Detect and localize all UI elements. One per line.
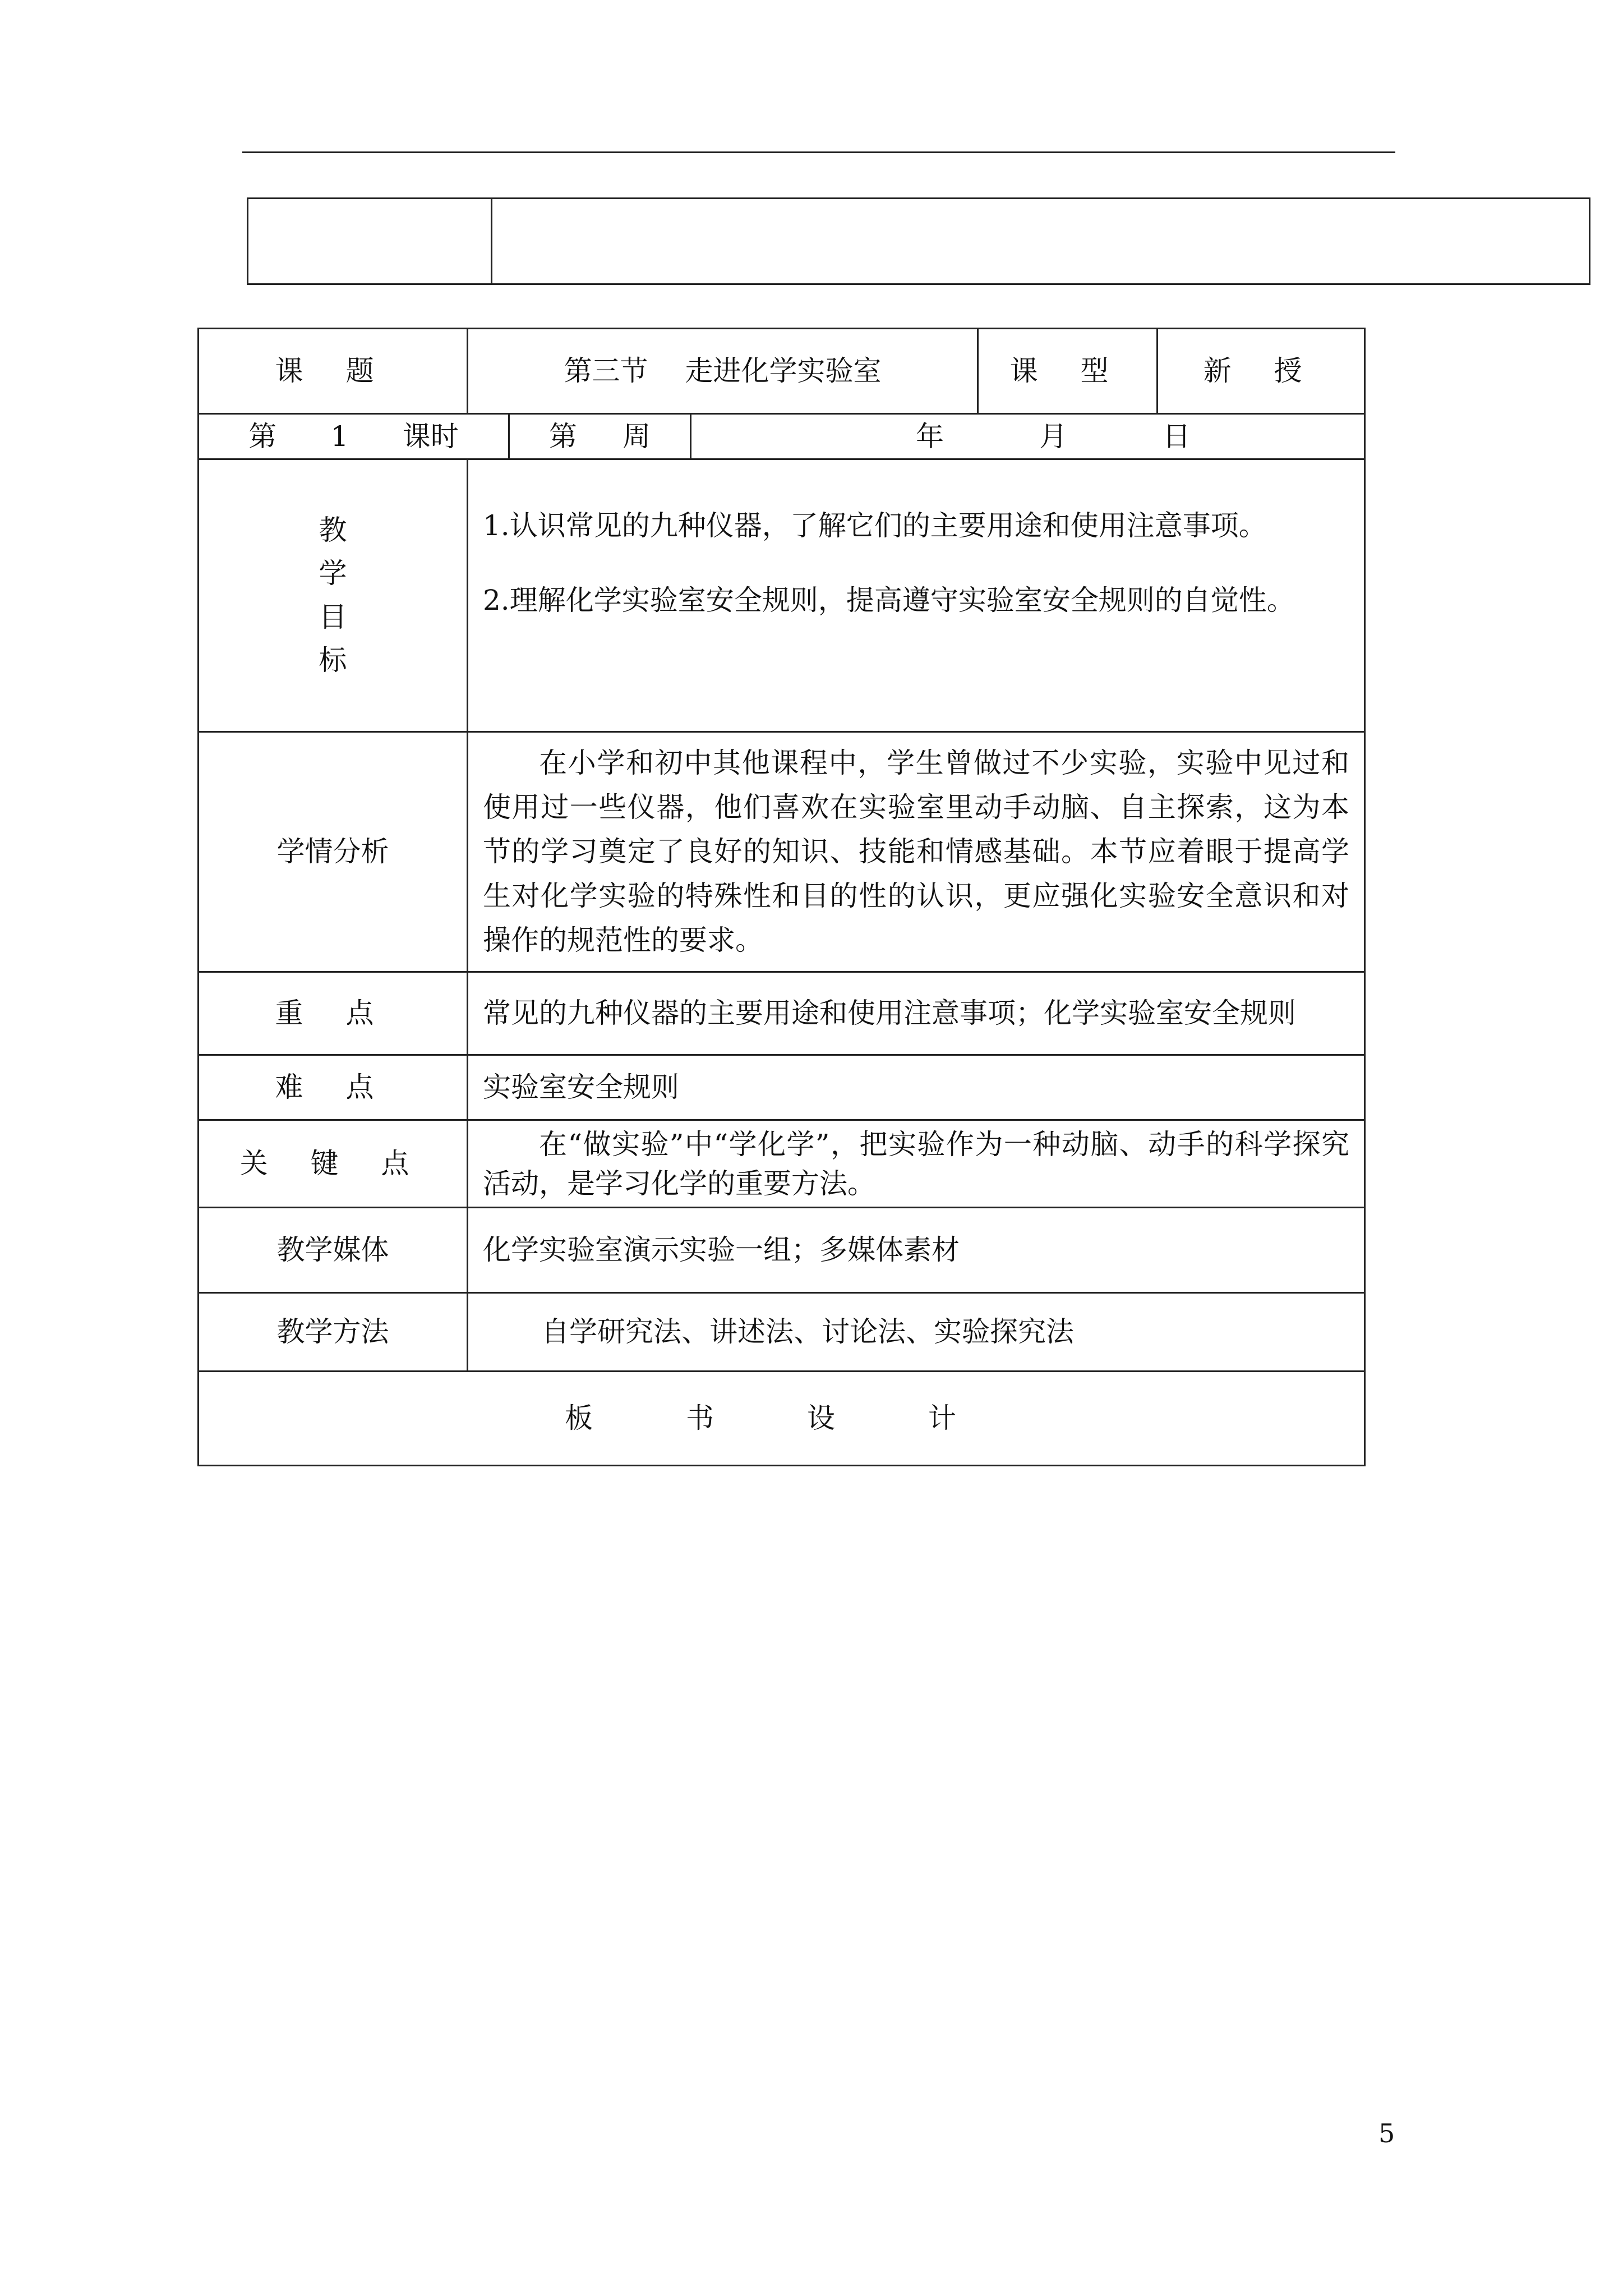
type-value: 新 授 <box>1158 329 1365 414</box>
week-label-1: 第 <box>549 420 577 453</box>
difficulties-content: 实验室安全规则 <box>468 1055 1365 1120</box>
method-row <box>199 1293 1365 1372</box>
media-label: 教学媒体 <box>199 1208 468 1293</box>
critical-text: 在“做实验”中“学化学”，把实验作为一种动脑、动手的科学探究活动，是学习化学的重要方法。 <box>483 1128 1350 1200</box>
media-row <box>199 1208 1365 1293</box>
difficulties-label: 难 点 <box>199 1055 468 1120</box>
objectives-row <box>199 459 1365 732</box>
critical-label: 关 键 点 <box>199 1120 468 1208</box>
objectives-label: 教学目标 <box>199 459 468 732</box>
method-label: 教学方法 <box>199 1293 468 1372</box>
board-design-row <box>199 1372 1365 1466</box>
topic-label: 课 题 <box>199 329 468 414</box>
objectives-content <box>468 459 1365 732</box>
lesson-plan-table <box>197 328 1366 1466</box>
week-label-2: 周 <box>623 420 651 453</box>
key-points-label: 重 点 <box>199 972 468 1055</box>
media-content: 化学实验室演示实验一组；多媒体素材 <box>468 1208 1365 1293</box>
topic-row <box>199 329 1365 414</box>
header-rule <box>242 151 1395 153</box>
top-table-divider <box>491 199 492 283</box>
critical-content <box>468 1120 1365 1208</box>
analysis-text: 在小学和初中其他课程中，学生曾做过不少实验，实验中见过和使用过一些仪器，他们喜欢在实验室里动手动脑、自主探索，这为本节的学习奠定了良好的知识、技能和情感基础。本节应着眼于提高学生对化学实验的特殊性和目的性的认识，更应强化实验安全意识和对操作的规范性的要求。 <box>483 747 1350 956</box>
method-content: 自学研究法、讲述法、讨论法、实验探究法 <box>468 1293 1365 1372</box>
year-label: 年 <box>916 420 944 453</box>
key-points-row <box>199 972 1365 1055</box>
day-label: 日 <box>1163 420 1191 453</box>
top-blank-table <box>247 197 1590 285</box>
period-number: 1 <box>330 420 349 453</box>
analysis-label: 学情分析 <box>199 732 468 972</box>
difficulties-row <box>199 1055 1365 1120</box>
topic-value: 第三节 走进化学实验室 <box>468 329 978 414</box>
analysis-content <box>468 732 1365 972</box>
objective-2: 2.理解化学实验室安全规则，提高遵守实验室安全规则的自觉性。 <box>483 584 1295 616</box>
period-row <box>199 414 1365 459</box>
period-label-1: 第 <box>248 420 277 453</box>
type-label: 课 型 <box>978 329 1158 414</box>
objective-1: 1.认识常见的九种仪器，了解它们的主要用途和使用注意事项。 <box>483 509 1267 542</box>
week-cell <box>510 415 691 458</box>
month-label: 月 <box>1039 420 1067 453</box>
analysis-row <box>199 732 1365 972</box>
key-points-content: 常见的九种仪器的主要用途和使用注意事项；化学实验室安全规则 <box>468 972 1365 1055</box>
class-period-cell <box>199 415 510 458</box>
period-label-2: 课时 <box>402 420 459 453</box>
date-cell <box>691 415 1364 458</box>
page-number: 5 <box>1378 2118 1395 2148</box>
board-design-label: 板 书 设 计 <box>199 1372 1365 1466</box>
critical-row <box>199 1120 1365 1208</box>
